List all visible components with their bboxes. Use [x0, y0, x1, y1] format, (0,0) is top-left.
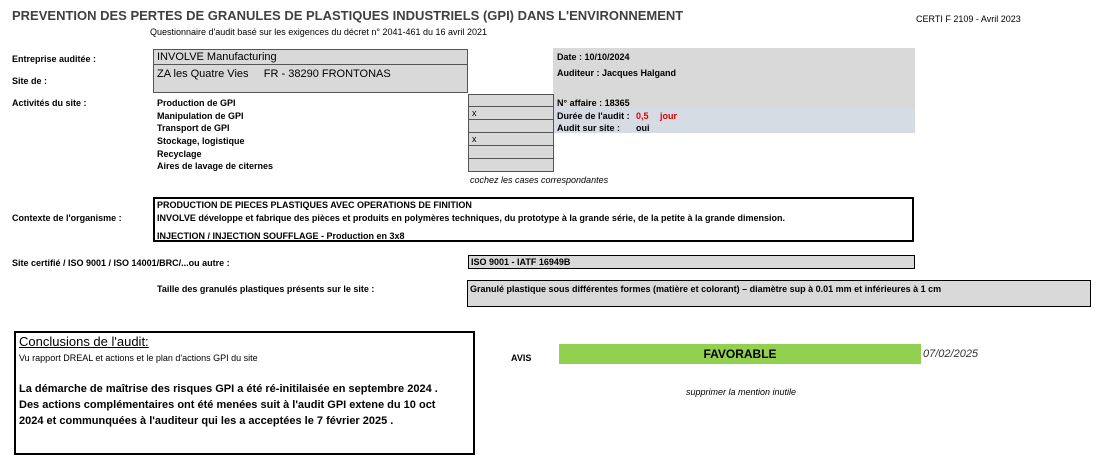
- site-value: ZA les Quatre Vies FR - 38290 FRONTONAS: [157, 68, 391, 80]
- site-label: Site de :: [12, 76, 48, 86]
- activities-note: cochez les cases correspondantes: [470, 175, 609, 185]
- granules-value: Granulé plastique sous différentes formes (matière et colorant) – diamètre sup à 0.01 mm et inférieures à 1 cm: [470, 284, 942, 294]
- activity-checkbox[interactable]: x: [468, 133, 554, 146]
- activity-checkbox[interactable]: x: [468, 107, 554, 120]
- activity-checkbox[interactable]: [468, 94, 554, 107]
- document-ref: CERTI F 2109 - Avril 2023: [916, 14, 1021, 24]
- activity-label: Transport de GPI: [157, 123, 230, 133]
- activity-label: Production de GPI: [157, 98, 236, 108]
- activity-label: Aires de lavage de citernes: [157, 161, 274, 171]
- audit-site-value: oui: [636, 123, 650, 133]
- avis-note: supprimer la mention inutile: [686, 387, 797, 397]
- context-line: INVOLVE développe et fabrique des pièces et produits en polymères techniques, du prototype à la grande série, de la petite à la grande dimension.: [157, 213, 785, 223]
- page-title: PREVENTION DES PERTES DE GRANULES DE PLASTIQUES INDUSTRIELS (GPI) DANS L'ENVIRONNEMENT: [12, 8, 684, 23]
- company-value: INVOLVE Manufacturing: [157, 51, 277, 63]
- activity-checkbox[interactable]: [468, 159, 554, 172]
- avis-value: FAVORABLE: [703, 347, 777, 361]
- context-line: PRODUCTION DE PIECES PLASTIQUES AVEC OPERATIONS DE FINITION: [157, 200, 472, 210]
- duree-label: Durée de l'audit :: [557, 111, 630, 121]
- certified-value: ISO 9001 - IATF 16949B: [471, 257, 571, 267]
- company-label: Entreprise auditée :: [12, 54, 97, 64]
- activities-label: Activités du site :: [12, 98, 87, 108]
- page-subtitle: Questionnaire d'audit basé sur les exigences du décret n° 2041-461 du 16 avril 2021: [150, 27, 488, 37]
- conclusions-text: La démarche de maîtrise des risques GPI a été ré-initilaisée en septembre 2024 . Des actions complémentaires ont été menées suit à l'audit GPI extene du 10 oct 2024 et communquées à l'auditeur qui les a acceptées le 7 février 2025 .: [19, 383, 438, 427]
- conclusions-subtitle: Vu rapport DREAL et actions et le plan d'actions GPI du site: [19, 353, 258, 363]
- conclusions-title: Conclusions de l'audit:: [19, 334, 149, 349]
- audit-site-label: Audit sur site :: [557, 123, 621, 133]
- context-line: INJECTION / INJECTION SOUFFLAGE - Production en 3x8: [157, 231, 405, 241]
- context-label: Contexte de l'organisme :: [12, 213, 122, 223]
- activity-label: Stockage, logistique: [157, 136, 245, 146]
- activity-checkbox[interactable]: [468, 146, 554, 159]
- duree-unit: jour: [660, 111, 677, 121]
- audit-date: Date : 10/10/2024: [557, 52, 630, 62]
- granules-label: Taille des granulés plastiques présents sur le site :: [157, 284, 375, 294]
- certified-label: Site certifié / ISO 9001 / ISO 14001/BRC/...ou autre :: [12, 258, 230, 268]
- avis-label: AVIS: [511, 353, 532, 363]
- company-divider: [153, 64, 468, 65]
- affaire-number: N° affaire : 18365: [557, 98, 630, 108]
- avis-date: 07/02/2025: [923, 348, 979, 360]
- auditor-name: Auditeur : Jacques Halgand: [557, 68, 677, 78]
- activity-label: Recyclage: [157, 149, 202, 159]
- duree-value: 0,5: [636, 111, 649, 121]
- activity-checkbox[interactable]: [468, 120, 554, 133]
- activity-label: Manipulation de GPI: [157, 111, 244, 121]
